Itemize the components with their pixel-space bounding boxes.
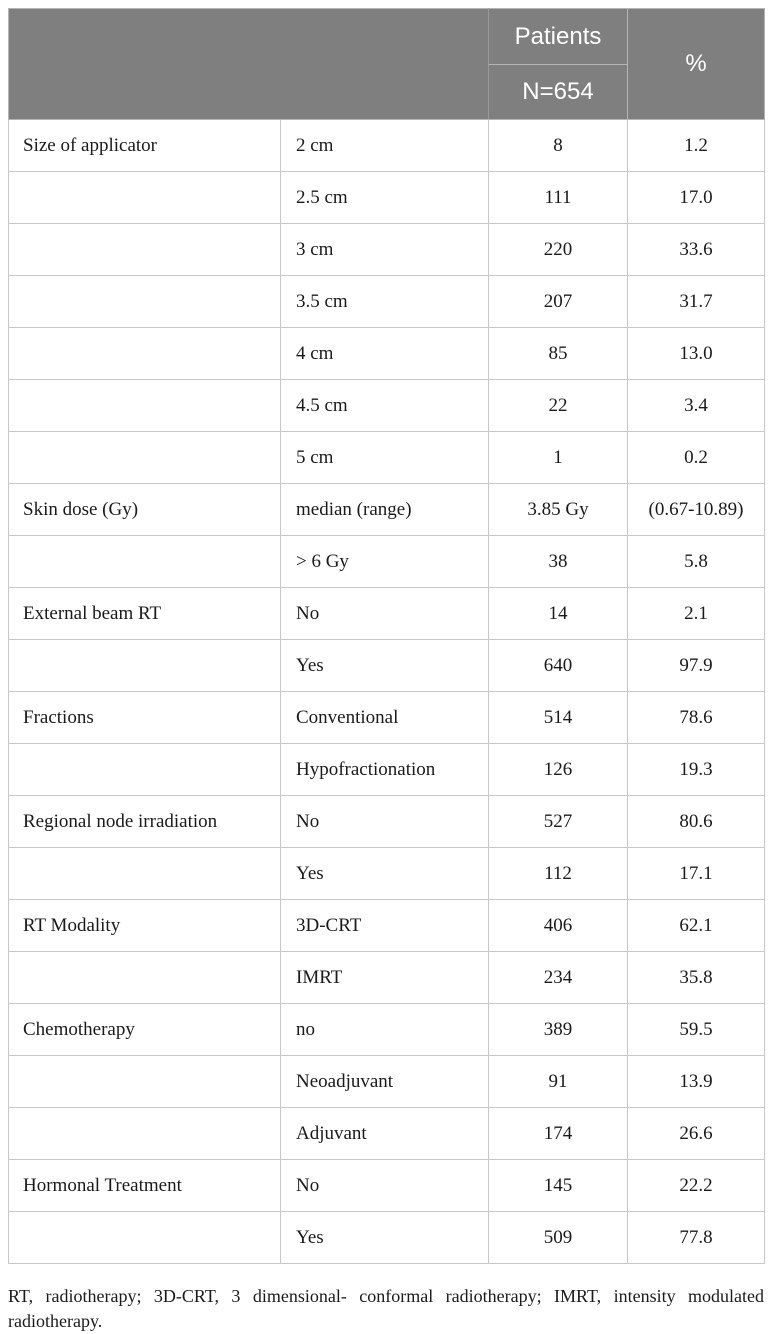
row-subgroup: Neoadjuvant bbox=[281, 1056, 489, 1108]
row-category: Size of applicator bbox=[9, 120, 281, 172]
row-subgroup: 2.5 cm bbox=[281, 172, 489, 224]
row-subgroup: No bbox=[281, 588, 489, 640]
row-percent: 33.6 bbox=[628, 224, 765, 276]
row-patients: 112 bbox=[489, 848, 628, 900]
table-row bbox=[9, 588, 765, 640]
row-subgroup: 3.5 cm bbox=[281, 276, 489, 328]
table-row bbox=[9, 328, 765, 380]
table-row bbox=[9, 484, 765, 536]
row-category bbox=[9, 276, 281, 328]
row-category: External beam RT bbox=[9, 588, 281, 640]
row-category bbox=[9, 536, 281, 588]
row-subgroup: 5 cm bbox=[281, 432, 489, 484]
table-row bbox=[9, 224, 765, 276]
row-category: Hormonal Treatment bbox=[9, 1160, 281, 1212]
table-row bbox=[9, 1160, 765, 1212]
row-category bbox=[9, 380, 281, 432]
header-blank-cell bbox=[9, 9, 489, 120]
row-percent: 19.3 bbox=[628, 744, 765, 796]
row-category: RT Modality bbox=[9, 900, 281, 952]
table-body bbox=[9, 120, 765, 1264]
row-percent: 17.1 bbox=[628, 848, 765, 900]
row-subgroup: Adjuvant bbox=[281, 1108, 489, 1160]
row-subgroup: IMRT bbox=[281, 952, 489, 1004]
table-row bbox=[9, 744, 765, 796]
table-row bbox=[9, 952, 765, 1004]
row-percent: 78.6 bbox=[628, 692, 765, 744]
header-n-total: N=654 bbox=[489, 65, 628, 120]
row-patients: 14 bbox=[489, 588, 628, 640]
row-patients: 389 bbox=[489, 1004, 628, 1056]
table-footnote: RT, radiotherapy; 3D-CRT, 3 dimensional- conformal radiotherapy; IMRT, intensity modulated radiotherapy. bbox=[8, 1286, 764, 1331]
row-subgroup: Conventional bbox=[281, 692, 489, 744]
row-patients: 145 bbox=[489, 1160, 628, 1212]
row-percent: 13.0 bbox=[628, 328, 765, 380]
row-patients: 514 bbox=[489, 692, 628, 744]
table-row bbox=[9, 536, 765, 588]
table-container bbox=[8, 8, 764, 1264]
row-category bbox=[9, 848, 281, 900]
row-patients: 527 bbox=[489, 796, 628, 848]
row-subgroup: Yes bbox=[281, 1212, 489, 1264]
row-patients: 85 bbox=[489, 328, 628, 380]
row-subgroup: 4.5 cm bbox=[281, 380, 489, 432]
table-header bbox=[9, 9, 765, 120]
row-category: Skin dose (Gy) bbox=[9, 484, 281, 536]
row-percent: 0.2 bbox=[628, 432, 765, 484]
row-percent: 80.6 bbox=[628, 796, 765, 848]
row-subgroup: Yes bbox=[281, 640, 489, 692]
row-patients: 234 bbox=[489, 952, 628, 1004]
row-patients: 220 bbox=[489, 224, 628, 276]
row-category: Chemotherapy bbox=[9, 1004, 281, 1056]
row-percent: 3.4 bbox=[628, 380, 765, 432]
row-subgroup: 4 cm bbox=[281, 328, 489, 380]
row-category: Regional node irradiation bbox=[9, 796, 281, 848]
row-percent: 97.9 bbox=[628, 640, 765, 692]
row-subgroup: 3D-CRT bbox=[281, 900, 489, 952]
row-patients: 22 bbox=[489, 380, 628, 432]
row-percent: 22.2 bbox=[628, 1160, 765, 1212]
table-row bbox=[9, 172, 765, 224]
row-category bbox=[9, 744, 281, 796]
row-subgroup: no bbox=[281, 1004, 489, 1056]
row-patients: 3.85 Gy bbox=[489, 484, 628, 536]
row-subgroup: No bbox=[281, 1160, 489, 1212]
row-category bbox=[9, 172, 281, 224]
row-percent: 13.9 bbox=[628, 1056, 765, 1108]
table-row bbox=[9, 120, 765, 172]
row-patients: 1 bbox=[489, 432, 628, 484]
table-row bbox=[9, 1056, 765, 1108]
table-row bbox=[9, 432, 765, 484]
row-patients: 126 bbox=[489, 744, 628, 796]
row-category bbox=[9, 1212, 281, 1264]
table-row bbox=[9, 900, 765, 952]
row-percent: (0.67-10.89) bbox=[628, 484, 765, 536]
table-row bbox=[9, 276, 765, 328]
table-row bbox=[9, 1004, 765, 1056]
row-category bbox=[9, 328, 281, 380]
row-subgroup: > 6 Gy bbox=[281, 536, 489, 588]
row-category bbox=[9, 432, 281, 484]
row-category bbox=[9, 1108, 281, 1160]
row-patients: 111 bbox=[489, 172, 628, 224]
table-row bbox=[9, 1212, 765, 1264]
row-patients: 174 bbox=[489, 1108, 628, 1160]
row-percent: 35.8 bbox=[628, 952, 765, 1004]
header-patients: Patients bbox=[489, 9, 628, 65]
header-percent: % bbox=[628, 9, 765, 120]
row-percent: 31.7 bbox=[628, 276, 765, 328]
table-row bbox=[9, 796, 765, 848]
row-patients: 509 bbox=[489, 1212, 628, 1264]
table-row bbox=[9, 1108, 765, 1160]
row-percent: 5.8 bbox=[628, 536, 765, 588]
row-percent: 59.5 bbox=[628, 1004, 765, 1056]
table-row bbox=[9, 848, 765, 900]
patient-characteristics-table bbox=[8, 8, 765, 1264]
row-subgroup: Hypofractionation bbox=[281, 744, 489, 796]
row-patients: 38 bbox=[489, 536, 628, 588]
row-category bbox=[9, 1056, 281, 1108]
row-percent: 17.0 bbox=[628, 172, 765, 224]
table-row bbox=[9, 692, 765, 744]
row-category: Fractions bbox=[9, 692, 281, 744]
row-patients: 207 bbox=[489, 276, 628, 328]
row-subgroup: Yes bbox=[281, 848, 489, 900]
row-percent: 77.8 bbox=[628, 1212, 765, 1264]
row-subgroup: median (range) bbox=[281, 484, 489, 536]
row-patients: 91 bbox=[489, 1056, 628, 1108]
row-percent: 26.6 bbox=[628, 1108, 765, 1160]
row-patients: 640 bbox=[489, 640, 628, 692]
table-row bbox=[9, 380, 765, 432]
row-patients: 8 bbox=[489, 120, 628, 172]
row-percent: 62.1 bbox=[628, 900, 765, 952]
row-subgroup: No bbox=[281, 796, 489, 848]
row-patients: 406 bbox=[489, 900, 628, 952]
row-category bbox=[9, 640, 281, 692]
row-percent: 2.1 bbox=[628, 588, 765, 640]
row-category bbox=[9, 224, 281, 276]
row-percent: 1.2 bbox=[628, 120, 765, 172]
row-subgroup: 3 cm bbox=[281, 224, 489, 276]
table-row bbox=[9, 640, 765, 692]
row-subgroup: 2 cm bbox=[281, 120, 489, 172]
row-category bbox=[9, 952, 281, 1004]
